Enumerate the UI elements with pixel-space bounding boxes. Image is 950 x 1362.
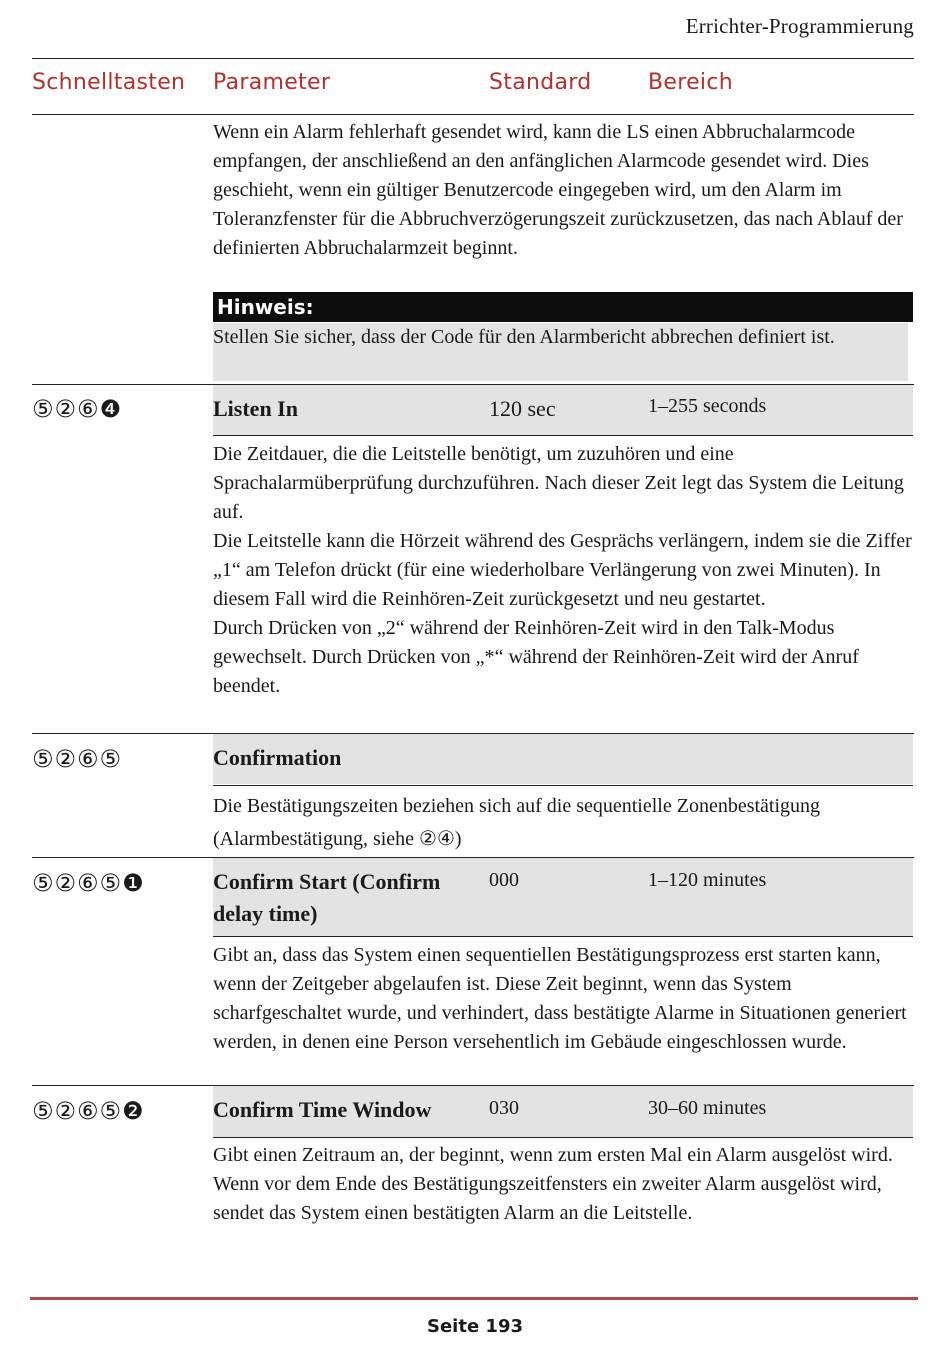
entry-heading-band — [213, 385, 913, 435]
page-number: Seite 193 — [427, 1316, 523, 1337]
parameter-default: 030 — [489, 1097, 519, 1119]
parameter-range: 1–255 seconds — [648, 395, 767, 417]
parameter-range: 30–60 minutes — [648, 1097, 767, 1119]
header-rule — [32, 58, 914, 59]
entry-heading-rule — [213, 435, 913, 436]
parameter-range: 1–120 minutes — [648, 869, 767, 891]
parameter-name: Listen In — [213, 396, 298, 421]
footer-rule — [30, 1297, 918, 1300]
shortcut-keys: ⑤②⑥⑤ — [32, 745, 123, 773]
entry-description — [213, 790, 913, 856]
parameter-default: 000 — [489, 869, 519, 891]
intro-paragraph: Wenn ein Alarm fehlerhaft gesendet wird, kann die LS einen Abbruchalarmcode empfangen, der anschließend an den anfänglichen Alarmcode gesendet wird. Dies geschieht, wenn ein gültiger Benutzercode eingegeben wird, um den Alarm im Toleranzfenster für die Abbruchverzögerungszeit zurückzusetzen, das nach Ablauf der definierten Abbruchalarmzeit beginnt. — [213, 121, 903, 259]
parameter-default: 120 sec — [489, 396, 556, 421]
column-header-rule — [32, 114, 914, 115]
note-text: Stellen Sie sicher, dass der Code für den Alarmbericht abbrechen definiert ist. — [213, 323, 908, 381]
description-paragraph: Gibt einen Zeitraum an, der beginnt, wenn zum ersten Mal ein Alarm ausgelöst wird. Wenn vor dem Ende des Bestätigungszeitfensters ein zweiter Alarm ausgelöst wird, sendet das System einen bestätigten Alarm an die Leitstelle. — [213, 1144, 893, 1224]
entry-description — [213, 941, 913, 1057]
parameter-name: Confirm Time Window — [213, 1097, 432, 1122]
column-header-range: Bereich — [648, 70, 733, 95]
entry-heading-rule — [213, 785, 913, 786]
description-paragraph: Die Bestätigungszeiten beziehen sich auf die sequentielle Zonenbestätigung (Alarmbestätigung, siehe ②④) — [213, 795, 821, 850]
column-header-parameter: Parameter — [213, 70, 331, 95]
description-paragraph: Die Zeitdauer, die die Leitstelle benötigt, um zuzuhören und eine Sprachalarmüberprüfung durchzuführen. Nach dieser Zeit legt das System die Leitung auf. — [213, 443, 904, 523]
note-label: Hinweis: — [213, 292, 913, 322]
shortcut-keys: ⑤②⑥❹ — [32, 395, 123, 423]
entry-description — [213, 1141, 913, 1228]
page-header-title: Errichter-Programmierung — [685, 14, 914, 38]
shortcut-keys: ⑤②⑥⑤❷ — [32, 1097, 145, 1125]
parameter-name: Confirmation — [213, 745, 342, 770]
description-paragraph: Die Leitstelle kann die Hörzeit während des Gesprächs verlängern, indem sie die Ziffer „1“ am Telefon drückt (für eine wiederholbare Verlängerung von zwei Minuten). In diesem Fall wird die Reinhören-Zeit zurückgesetzt und neu gestartet. — [213, 530, 912, 610]
description-paragraph: Durch Drücken von „2“ während der Reinhören-Zeit wird in den Talk-Modus gewechselt. Durch Drücken von „*“ während der Reinhören-Zeit wird der Anruf beendet. — [213, 617, 859, 697]
column-header-shortcut: Schnelltasten — [32, 70, 186, 95]
column-header-default: Standard — [489, 70, 592, 95]
parameter-name: Confirm Start (Confirm delay time) — [213, 869, 441, 926]
shortcut-keys: ⑤②⑥⑤❶ — [32, 869, 145, 897]
entry-heading-rule — [213, 936, 913, 937]
entry-description — [213, 440, 913, 701]
description-paragraph: Gibt an, dass das System einen sequentiellen Bestätigungsprozess erst starten kann, wenn der Zeitgeber abgelaufen ist. Diese Zeit beginnt, wenn das System scharfgeschaltet wurde, und verhindert, dass bestätigte Alarme in Situationen generiert werden, in denen eine Person versehentlich im Gebäude eingeschlossen wurde. — [213, 944, 907, 1053]
entry-heading-rule — [213, 1137, 913, 1138]
